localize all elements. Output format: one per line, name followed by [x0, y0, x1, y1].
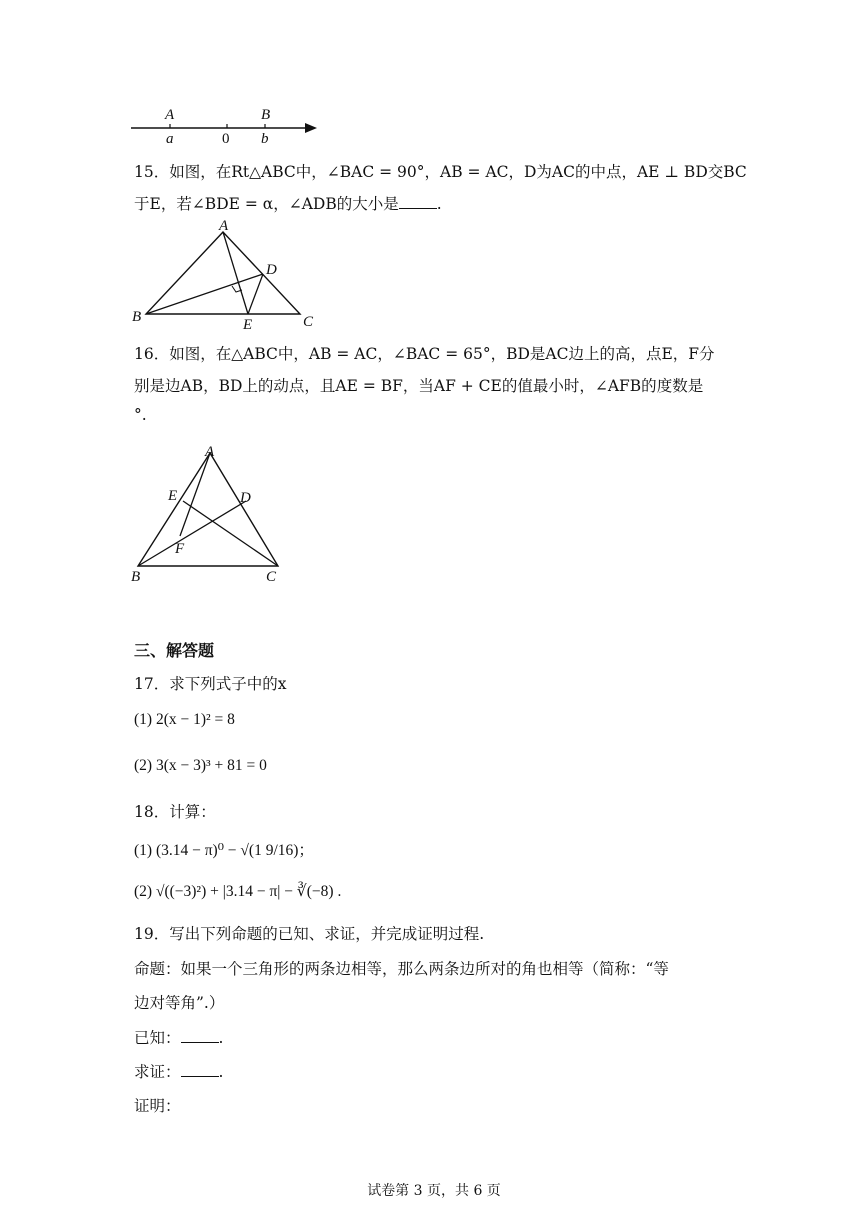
q15-line1 — [134, 160, 747, 182]
q15-point-C: C — [303, 314, 314, 330]
number-line-figure — [125, 104, 325, 150]
q16-point-C: C — [266, 569, 277, 585]
number-line-label-A: A — [165, 107, 175, 123]
q15-text-line2: 于E，若∠BDE = α，∠ADB的大小是 — [134, 195, 399, 213]
q15-point-B: B — [132, 309, 142, 325]
number-line-label-a: a — [166, 131, 174, 147]
q16-text-line2: 别是边AB，BD上的动点，且AE = BF，当AF + CE的值最小时，∠AFB的度数是 — [134, 377, 704, 395]
q15-text-line1: 如图，在Rt△ABC中，∠BAC = 90°，AB = AC，D为AC的中点，AE ⊥ BD交BC — [169, 163, 747, 181]
q18-part2: (2) √((−3)²) + |3.14 − π| − ∛(−8) . — [134, 883, 342, 900]
q18-number: 18． — [134, 803, 170, 821]
q17-line — [134, 672, 286, 694]
q19-known-blank[interactable] — [181, 1028, 219, 1043]
q17-number: 17． — [134, 675, 170, 693]
q19-prove-blank[interactable] — [181, 1062, 219, 1077]
q16-line3 — [134, 406, 147, 424]
q16-triangle-figure — [128, 440, 288, 585]
q15-number: 15． — [134, 163, 170, 181]
q17-part2: (2) 3(x − 3)³ + 81 = 0 — [134, 757, 267, 774]
q17-part1: (1) 2(x − 1)² = 8 — [134, 711, 235, 728]
q18-line — [134, 800, 216, 822]
number-line-label-b: b — [261, 131, 269, 147]
q19-text: 写出下列命题的已知、求证，并完成证明过程. — [169, 925, 485, 943]
q15-triangle-figure — [128, 218, 328, 334]
q16-number: 16． — [134, 345, 170, 363]
number-line-label-zero: 0 — [222, 131, 230, 147]
q16-point-A: A — [205, 444, 215, 460]
q19-proposition-line1: 命题：如果一个三角形的两条边相等，那么两条边所对的角也相等（简称：“等 — [134, 960, 669, 978]
q16-point-F: F — [175, 541, 185, 557]
q19-proof-label: 证明： — [134, 1097, 181, 1115]
q19-prove-label: 求证： — [134, 1063, 181, 1081]
q19-known-label: 已知： — [134, 1029, 181, 1047]
q16-line1 — [134, 342, 715, 364]
q19-proposition-line2: 边对等角”.） — [134, 994, 225, 1012]
q15-answer-blank[interactable] — [399, 194, 437, 209]
page-footer: 试卷第 3 页，共 6 页 — [367, 1183, 501, 1199]
q19-line — [134, 922, 484, 944]
q16-text-line1: 如图，在△ABC中，AB = AC，∠BAC = 65°，BD是AC边上的高，点E，F分 — [169, 345, 715, 363]
section-heading: 三、解答题 — [134, 641, 215, 660]
q16-line2 — [134, 374, 703, 396]
q16-answer-blank-line3: °. — [134, 406, 147, 424]
q16-point-D: D — [240, 490, 251, 506]
q19-number: 19． — [134, 925, 170, 943]
q19-known-line: 已知： . — [134, 1029, 224, 1047]
q15-point-A: A — [219, 218, 229, 234]
q19-prove-line: 求证： . — [134, 1063, 224, 1081]
q15-point-E: E — [243, 317, 253, 333]
q18-text: 计算： — [169, 803, 216, 821]
q15-point-D: D — [266, 262, 277, 278]
q18-part1: (1) (3.14 − π)⁰ − √(1 9/16)； — [134, 842, 314, 859]
q16-point-E: E — [168, 488, 178, 504]
q15-line2: 于E，若∠BDE = α，∠ADB的大小是 . — [134, 195, 442, 213]
q16-point-B: B — [131, 569, 141, 585]
q17-text: 求下列式子中的x — [169, 675, 287, 693]
number-line-label-B: B — [261, 107, 271, 123]
